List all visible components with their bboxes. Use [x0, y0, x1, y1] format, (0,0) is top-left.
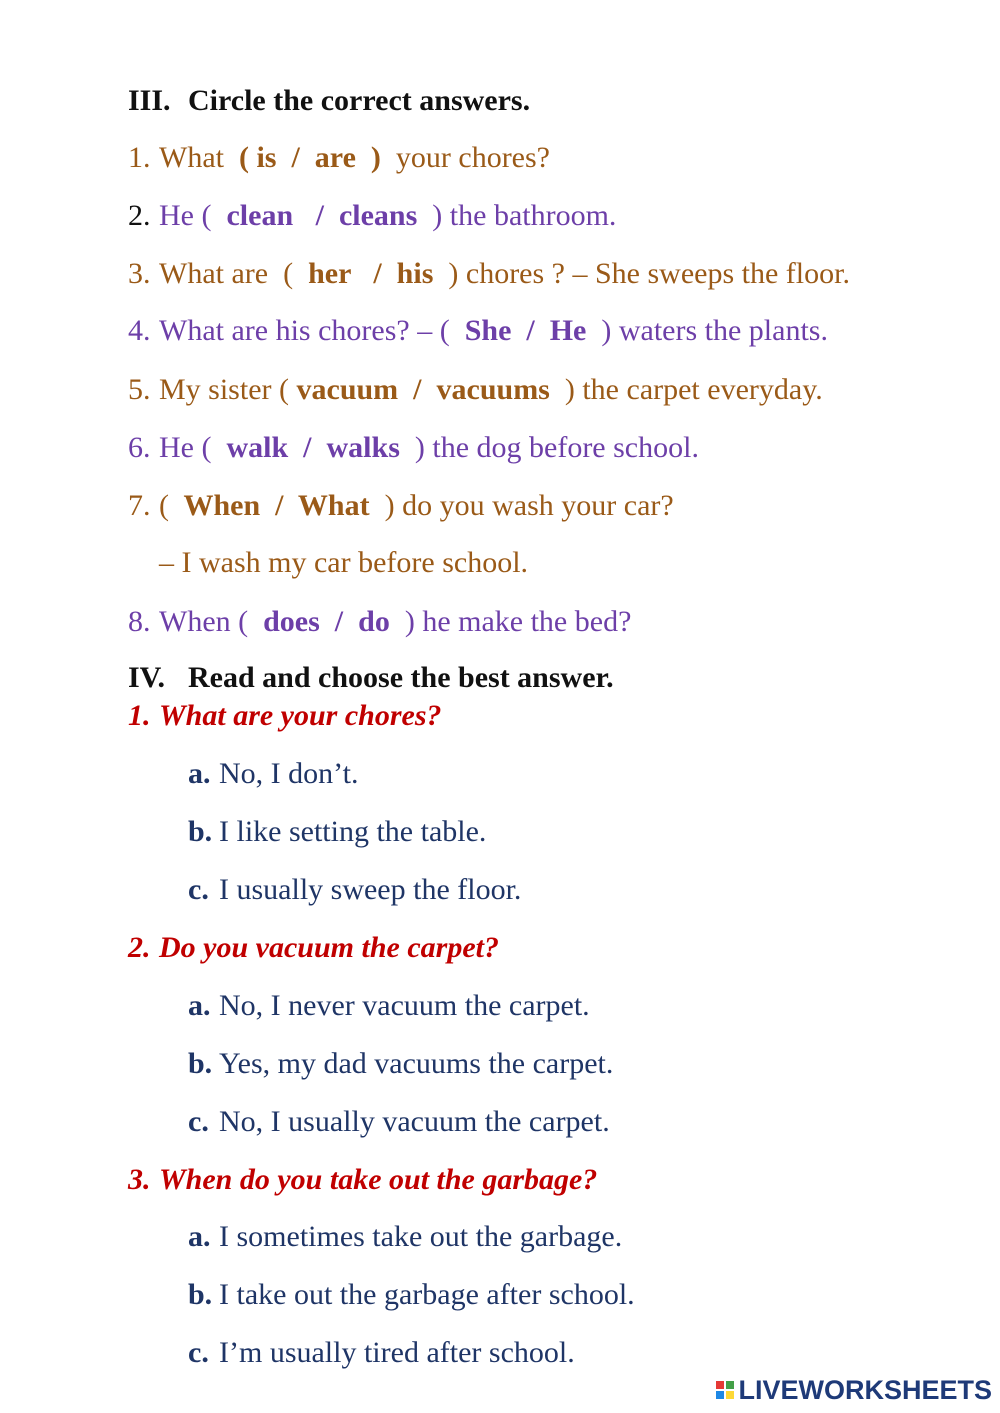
- option-label: b.: [188, 1278, 213, 1311]
- question-2: [113, 882, 1000, 964]
- section-3-heading: [113, 35, 1000, 117]
- logo-square-icon: [726, 1391, 734, 1399]
- option-label: a.: [188, 989, 211, 1022]
- question-1-option-a[interactable]: [173, 708, 1000, 790]
- item-answer-text: – I wash my car before school.: [159, 546, 529, 579]
- question-3-option-a[interactable]: [173, 1171, 1000, 1253]
- logo-grid-icon: [716, 1381, 734, 1399]
- item-text-after: ) the bathroom.: [424, 199, 617, 232]
- liveworksheets-logo: [716, 1375, 992, 1405]
- section-3-number: III.: [128, 84, 171, 117]
- logo-square-icon: [716, 1391, 724, 1399]
- section-3-title: Circle the correct answers.: [188, 84, 531, 117]
- item-number: 8.: [128, 605, 151, 638]
- item-text-after: ) the carpet everyday.: [557, 373, 823, 406]
- item-number: 1.: [128, 141, 151, 174]
- option-text: I’m usually tired after school.: [219, 1336, 575, 1369]
- choice-options[interactable]: vacuum / vacuums: [296, 373, 558, 406]
- item-text-after: ) do you wash your car?: [377, 489, 674, 522]
- section-4-title: Read and choose the best answer.: [188, 661, 614, 694]
- question-2-option-b[interactable]: [173, 998, 1000, 1080]
- item-number: 4.: [128, 314, 151, 347]
- choice-options[interactable]: ( is / are ): [238, 141, 381, 174]
- option-label: c.: [188, 1336, 209, 1369]
- choice-options[interactable]: walk / walks: [218, 431, 408, 464]
- option-text: I like setting the table.: [219, 815, 487, 848]
- option-text: I sometimes take out the garbage.: [219, 1220, 623, 1253]
- exercise-item-2: [113, 150, 1000, 232]
- option-label: c.: [188, 1105, 209, 1138]
- logo-text: LIVEWORKSHEETS: [738, 1374, 992, 1405]
- option-label: a.: [188, 1220, 211, 1253]
- question-3: [113, 1114, 1000, 1196]
- option-text: No, I never vacuum the carpet.: [219, 989, 590, 1022]
- item-text-before: What: [159, 141, 239, 174]
- question-number: 3.: [128, 1163, 151, 1196]
- choice-options[interactable]: does / do: [255, 605, 398, 638]
- option-label: b.: [188, 1047, 213, 1080]
- exercise-item-6: [113, 382, 1000, 464]
- item-text-after: ) chores ? – She sweeps the floor.: [440, 257, 850, 290]
- option-text: I take out the garbage after school.: [219, 1278, 635, 1311]
- logo-square-icon: [716, 1381, 724, 1389]
- item-text-before: (: [159, 489, 177, 522]
- item-text-before: He (: [159, 199, 219, 232]
- question-text: What are your chores?: [159, 699, 442, 732]
- option-label: a.: [188, 757, 211, 790]
- logo-square-icon: [726, 1381, 734, 1389]
- item-text-before: He (: [159, 431, 219, 464]
- question-1: [113, 650, 1000, 732]
- question-number: 1.: [128, 699, 151, 732]
- item-text-before: When (: [159, 605, 256, 638]
- exercise-item-7-answer: [144, 497, 1000, 579]
- question-1-option-b[interactable]: [173, 766, 1000, 848]
- option-text: No, I don’t.: [219, 757, 359, 790]
- item-text-before: My sister (: [159, 373, 297, 406]
- choice-options[interactable]: She / He: [457, 314, 594, 347]
- option-text: I usually sweep the floor.: [219, 873, 522, 906]
- item-text-after: ) the dog before school.: [407, 431, 699, 464]
- exercise-item-5: [113, 324, 1000, 406]
- option-text: No, I usually vacuum the carpet.: [219, 1105, 610, 1138]
- question-text: Do you vacuum the carpet?: [159, 931, 499, 964]
- item-number: 2.: [128, 199, 151, 232]
- option-label: b.: [188, 815, 213, 848]
- item-text-after: ) waters the plants.: [593, 314, 828, 347]
- exercise-item-8: [113, 556, 1000, 638]
- question-1-option-c[interactable]: [173, 824, 1000, 906]
- item-number: 3.: [128, 257, 151, 290]
- exercise-item-7: [113, 440, 1000, 522]
- exercise-item-4: [113, 265, 1000, 347]
- exercise-item-3: [113, 208, 1000, 290]
- choice-options[interactable]: clean / cleans: [218, 199, 425, 232]
- option-text: Yes, my dad vacuums the carpet.: [219, 1047, 614, 1080]
- option-label: c.: [188, 873, 209, 906]
- item-text-after: your chores?: [380, 141, 550, 174]
- question-3-option-b[interactable]: [173, 1229, 1000, 1311]
- item-number: 7.: [128, 489, 151, 522]
- question-number: 2.: [128, 931, 151, 964]
- item-text-before: What are his chores? – (: [159, 314, 458, 347]
- item-text-after: ) he make the bed?: [397, 605, 632, 638]
- section-4-number: IV.: [128, 661, 165, 694]
- item-number: 6.: [128, 431, 151, 464]
- question-text: When do you take out the garbage?: [159, 1163, 598, 1196]
- item-text-before: What are (: [159, 257, 301, 290]
- question-2-option-a[interactable]: [173, 940, 1000, 1022]
- item-number: 5.: [128, 373, 151, 406]
- choice-options[interactable]: her / his: [300, 257, 441, 290]
- question-3-option-c[interactable]: [173, 1287, 1000, 1369]
- choice-options[interactable]: When / What: [176, 489, 378, 522]
- exercise-item-1: [113, 92, 1000, 174]
- question-2-option-c[interactable]: [173, 1056, 1000, 1138]
